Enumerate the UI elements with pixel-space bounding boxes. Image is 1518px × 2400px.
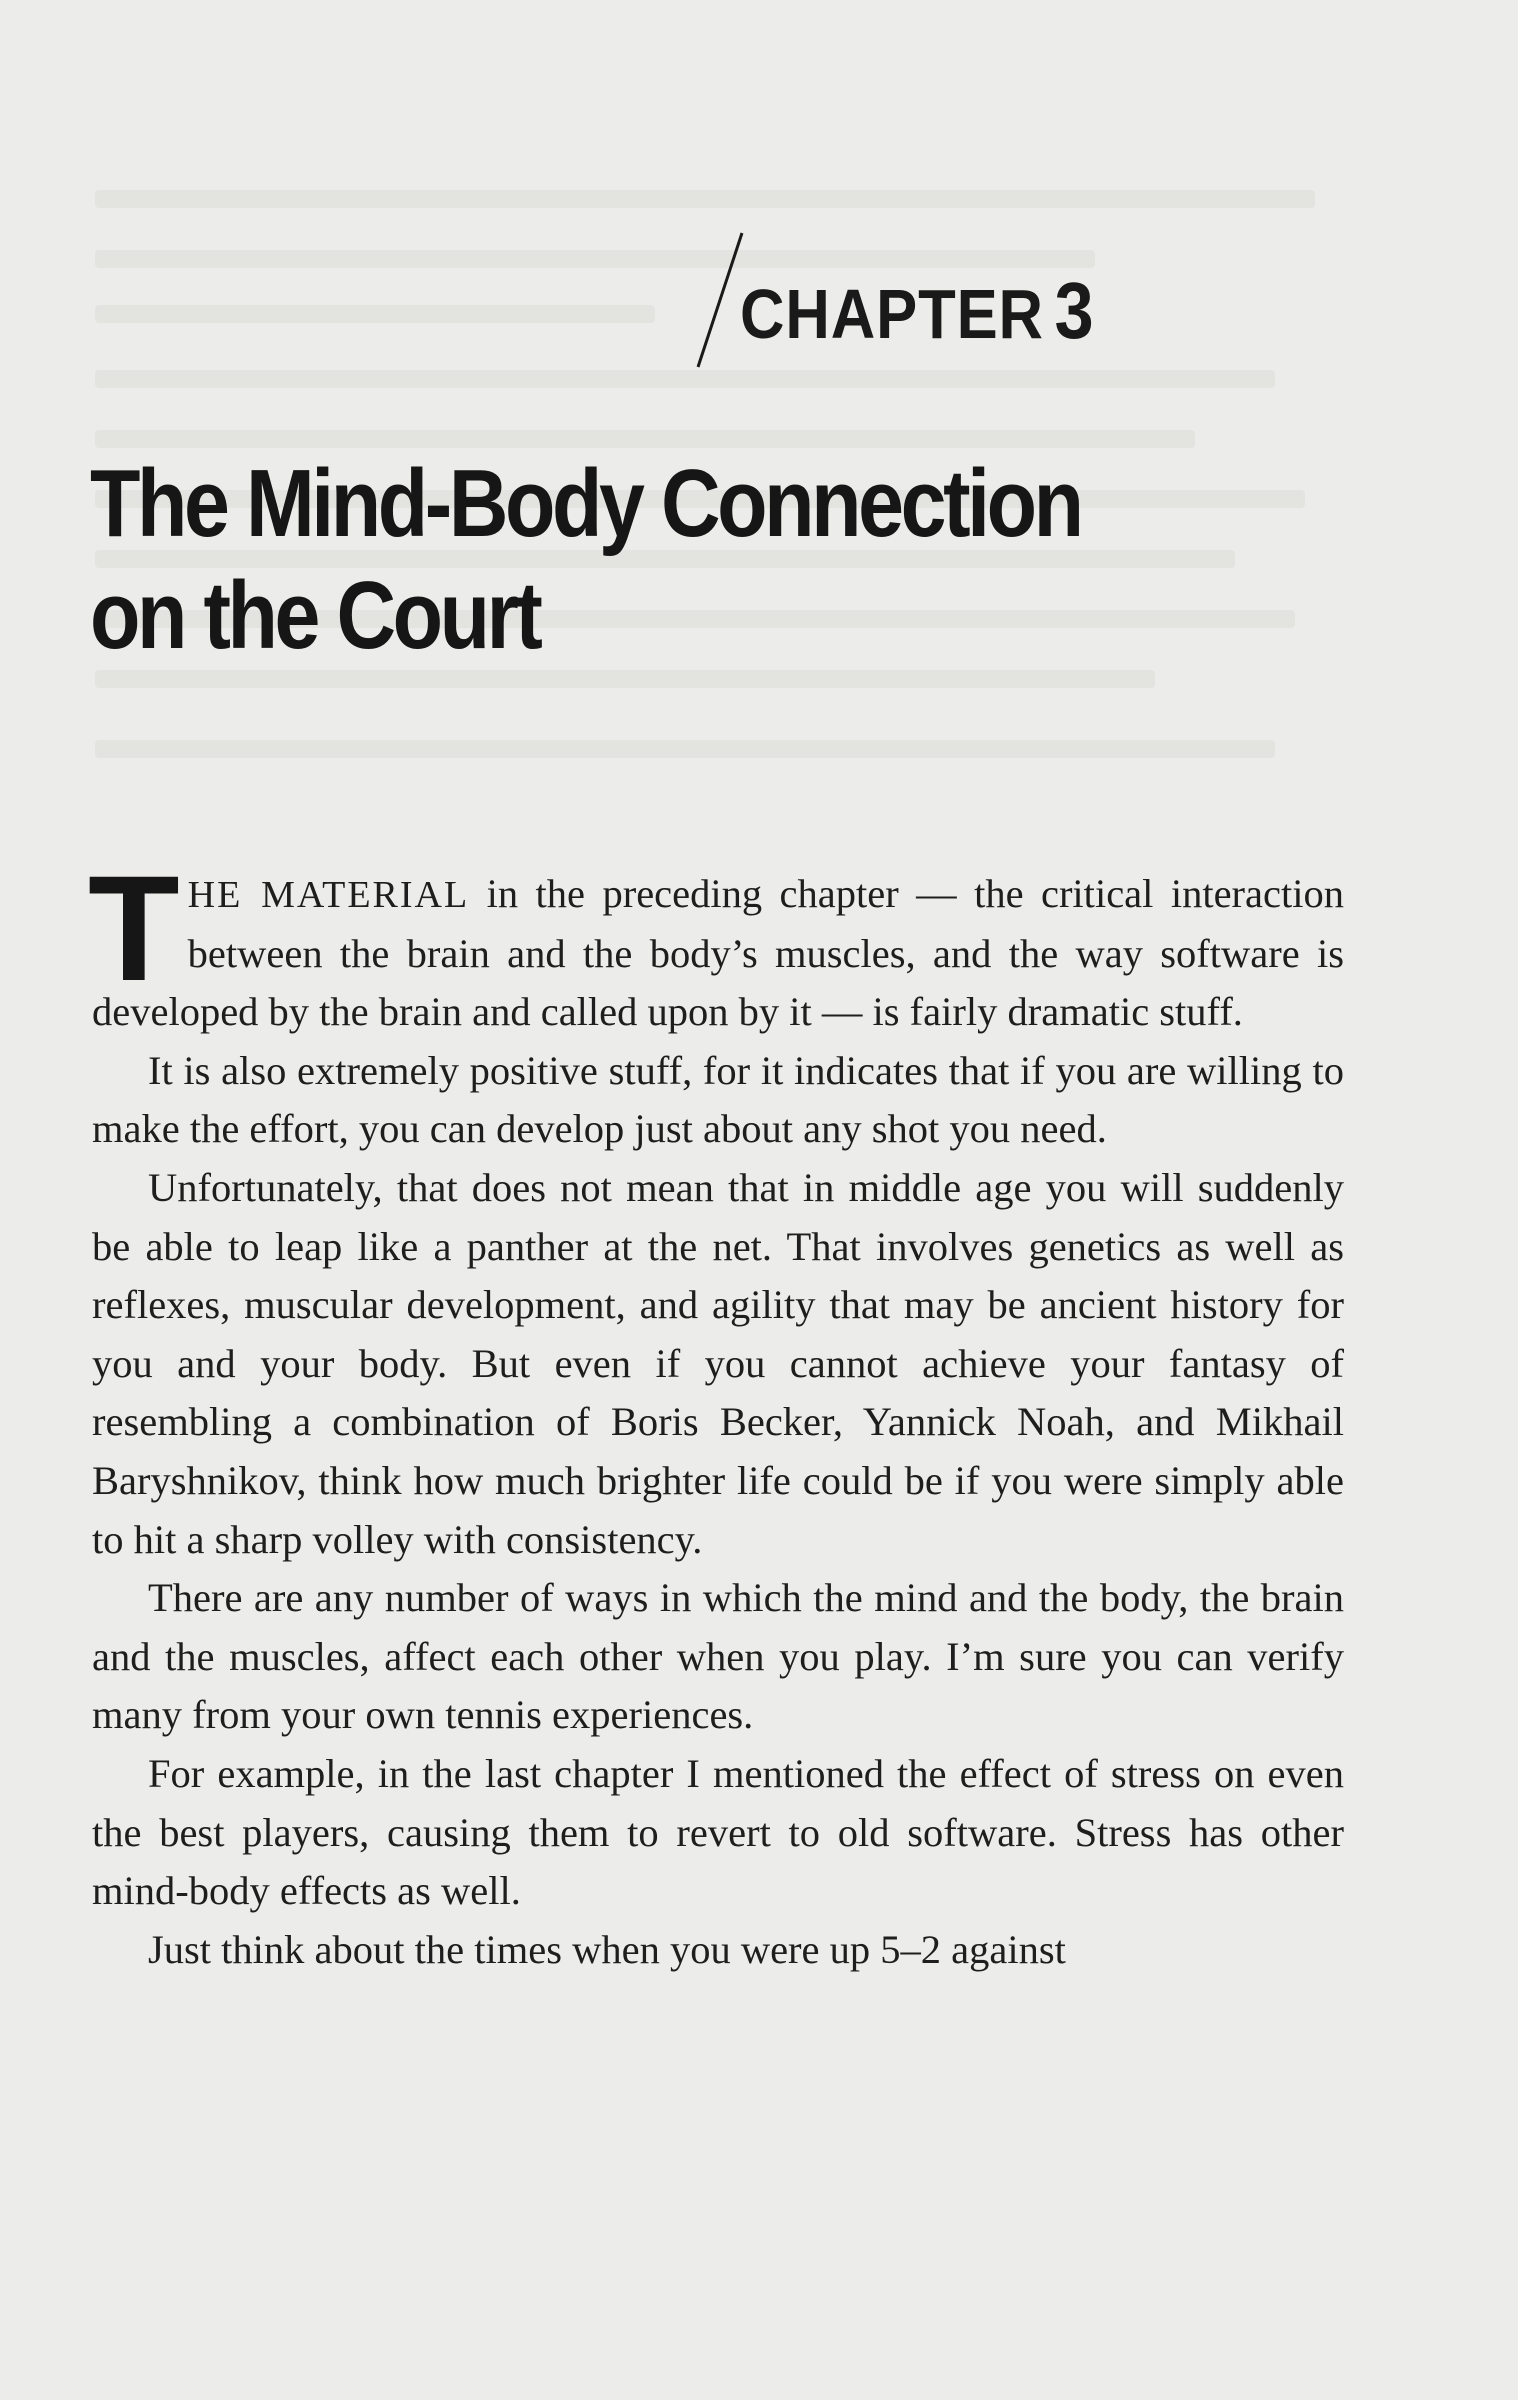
opening-smallcaps: HE MATERIAL	[187, 874, 470, 916]
paragraph-2: It is also extremely positive stuff, for it indicates that if you are willing to make the effort, you can develop just about any shot you need.	[92, 1047, 1344, 1152]
chapter-label	[740, 265, 1095, 357]
chapter-title	[90, 448, 1208, 672]
chapter-word: CHAPTER	[740, 275, 1044, 353]
paragraph-4: There are any number of ways in which the mind and the body, the brain and the muscles, affect each other when you play. I’m sure you can verify many from your own tennis experiences.	[92, 1575, 1344, 1738]
paragraph-1	[88, 844, 1344, 1042]
chapter-heading	[690, 225, 1450, 375]
paragraph-5: For example, in the last chapter I mentioned the effect of stress on even the best players, causing them to revert to old software. Stress has other mind-body effects as well.	[92, 1750, 1344, 1914]
paragraph-1-text: in the preceding chapter — the critical interaction between the brain and the body’s muscles, and the way software is developed by the brain and called upon by it — is fairly dramatic stuff.	[92, 871, 1344, 1035]
chapter-title-line-2: on the Court	[90, 562, 540, 669]
body-text	[88, 844, 1344, 1979]
paragraph-6: Just think about the times when you were up 5–2 against	[148, 1926, 1066, 1972]
drop-cap: T	[88, 844, 180, 1012]
chapter-title-line-1: The Mind-Body Connection	[90, 450, 1081, 557]
chapter-number: 3	[1054, 266, 1095, 355]
paragraph-3: Unfortunately, that does not mean that in middle age you will suddenly be able to leap like a panther at the net. That involves genetics as well as reflexes, muscular development, and agility that may be ancient history for you and your body. But even if you cannot achieve your fantasy of resembling a combination of Boris Becker, Yannick Noah, and Mikhail Baryshnikov, think how much brighter life could be if you were simply able to hit a sharp volley with consistency.	[92, 1164, 1344, 1562]
